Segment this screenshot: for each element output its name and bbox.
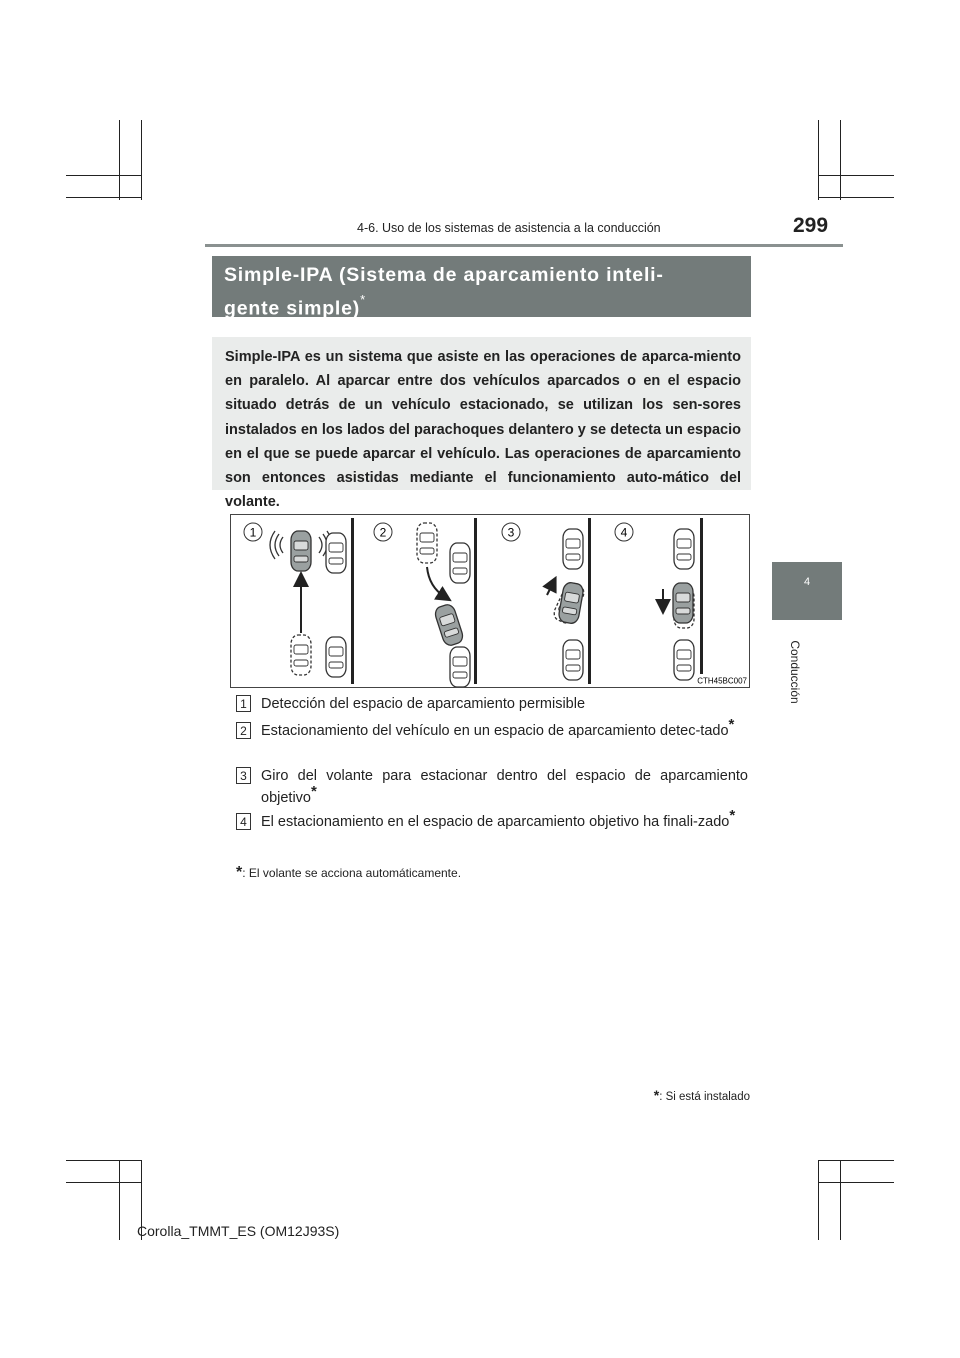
page-number: 299 bbox=[793, 214, 829, 237]
step-4-marker bbox=[615, 523, 633, 541]
section-title-line1: Simple-IPA (Sistema de aparcamiento inteli- bbox=[224, 264, 664, 286]
sensor-wave bbox=[270, 531, 275, 559]
item-number: 3 bbox=[236, 767, 251, 784]
curb-line bbox=[588, 518, 591, 684]
parked-car bbox=[450, 543, 470, 583]
step-4-label: 4 bbox=[620, 525, 628, 540]
crop-mark bbox=[66, 175, 142, 176]
item-number: 4 bbox=[236, 813, 251, 830]
parked-car bbox=[450, 647, 470, 687]
title-asterisk: * bbox=[360, 292, 366, 307]
step-3-marker bbox=[502, 523, 520, 541]
sensor-wave bbox=[280, 537, 283, 553]
sensor-wave bbox=[275, 534, 279, 556]
sensor-wave bbox=[319, 537, 322, 553]
step-3-label: 3 bbox=[507, 525, 515, 540]
crop-mark bbox=[818, 1160, 894, 1161]
own-car-ghost bbox=[417, 523, 437, 563]
item-number: 2 bbox=[236, 722, 251, 739]
section-title bbox=[224, 261, 739, 323]
parking-illustration-svg bbox=[231, 515, 749, 687]
section-label: 4-6. Uso de los sistemas de asistencia a la conducción bbox=[357, 221, 661, 235]
footnote bbox=[236, 864, 461, 882]
parked-car bbox=[563, 640, 583, 680]
own-car bbox=[673, 583, 693, 623]
own-car bbox=[291, 531, 311, 571]
footnote-asterisk: * bbox=[236, 864, 243, 881]
step-2-marker bbox=[374, 523, 392, 541]
crop-mark bbox=[818, 175, 894, 176]
item-asterisk: * bbox=[729, 807, 736, 825]
parked-car bbox=[326, 533, 346, 573]
step-2-label: 2 bbox=[379, 525, 387, 540]
crop-mark bbox=[66, 197, 142, 198]
intro-text: Simple-IPA es un sistema que asiste en las operaciones de aparca-miento en paralelo. Al aparcar entre dos vehículos aparcados o en el espacio situado detrás de un vehículo estacionado, se utilizan los sen-sores instalados en los lados del parachoques delantero y se detecta un espacio en el que se puede aparcar el vehículo. Las operaciones de aparcamiento son entonces asistidas mediante el funcionamiento auto-mático del volante. bbox=[225, 349, 741, 511]
chapter-label bbox=[786, 632, 804, 712]
item-text: Giro del volante para estacionar dentro del espacio de aparcamiento objetivo bbox=[261, 768, 748, 806]
curb-line bbox=[474, 518, 477, 684]
crop-mark bbox=[818, 1182, 894, 1183]
crop-mark bbox=[818, 197, 894, 198]
parking-illustration bbox=[230, 514, 750, 688]
crop-mark bbox=[66, 1160, 142, 1161]
item-text: Estacionamiento del vehículo en un espacio de aparcamiento detec-tado bbox=[261, 723, 729, 739]
crop-mark bbox=[840, 1160, 841, 1240]
note-text: : Si está instalado bbox=[659, 1091, 750, 1103]
intro-box bbox=[212, 337, 751, 511]
crop-mark bbox=[818, 120, 819, 200]
parked-car bbox=[674, 529, 694, 569]
parked-car bbox=[563, 529, 583, 569]
own-car bbox=[558, 582, 585, 625]
item-asterisk: * bbox=[310, 783, 317, 801]
step-1-label: 1 bbox=[249, 525, 257, 540]
list-item bbox=[236, 807, 748, 857]
header-divider bbox=[205, 244, 843, 247]
crop-mark bbox=[119, 120, 120, 200]
steer-arrow bbox=[547, 583, 553, 595]
note-asterisk: * bbox=[653, 1087, 660, 1103]
curb-line bbox=[700, 518, 703, 684]
step-1-marker bbox=[244, 523, 262, 541]
parked-car bbox=[326, 637, 346, 677]
section-title-line2: gente simple) bbox=[224, 297, 361, 320]
crop-mark bbox=[141, 120, 142, 200]
curb-line bbox=[351, 518, 354, 684]
own-car-ghost bbox=[291, 635, 311, 675]
chapter-label-text: Conducción bbox=[788, 640, 802, 704]
item-asterisk: * bbox=[728, 716, 735, 734]
crop-mark bbox=[119, 1160, 120, 1240]
section-title-box bbox=[212, 256, 751, 320]
figure-code: CTH45BC007 bbox=[697, 676, 747, 686]
list-item bbox=[236, 765, 748, 811]
item-text: El estacionamiento en el espacio de aparcamiento objetivo ha finali-zado bbox=[261, 814, 730, 830]
installation-note bbox=[620, 1087, 750, 1103]
chapter-number: 4 bbox=[803, 576, 811, 588]
parked-car bbox=[674, 640, 694, 680]
crop-mark bbox=[66, 1182, 142, 1183]
reverse-arrow bbox=[427, 567, 445, 597]
list-item bbox=[236, 716, 748, 766]
crop-mark bbox=[818, 1160, 819, 1240]
item-text: Detección del espacio de aparcamiento permisible bbox=[261, 696, 586, 712]
item-number: 1 bbox=[236, 695, 251, 712]
footer-label: Corolla_TMMT_ES (OM12J93S) bbox=[137, 1223, 340, 1239]
own-car bbox=[433, 603, 464, 647]
footnote-text: : El volante se acciona automáticamente. bbox=[242, 866, 462, 880]
chapter-tab bbox=[772, 562, 842, 620]
crop-mark bbox=[840, 120, 841, 200]
list-item bbox=[236, 693, 748, 715]
